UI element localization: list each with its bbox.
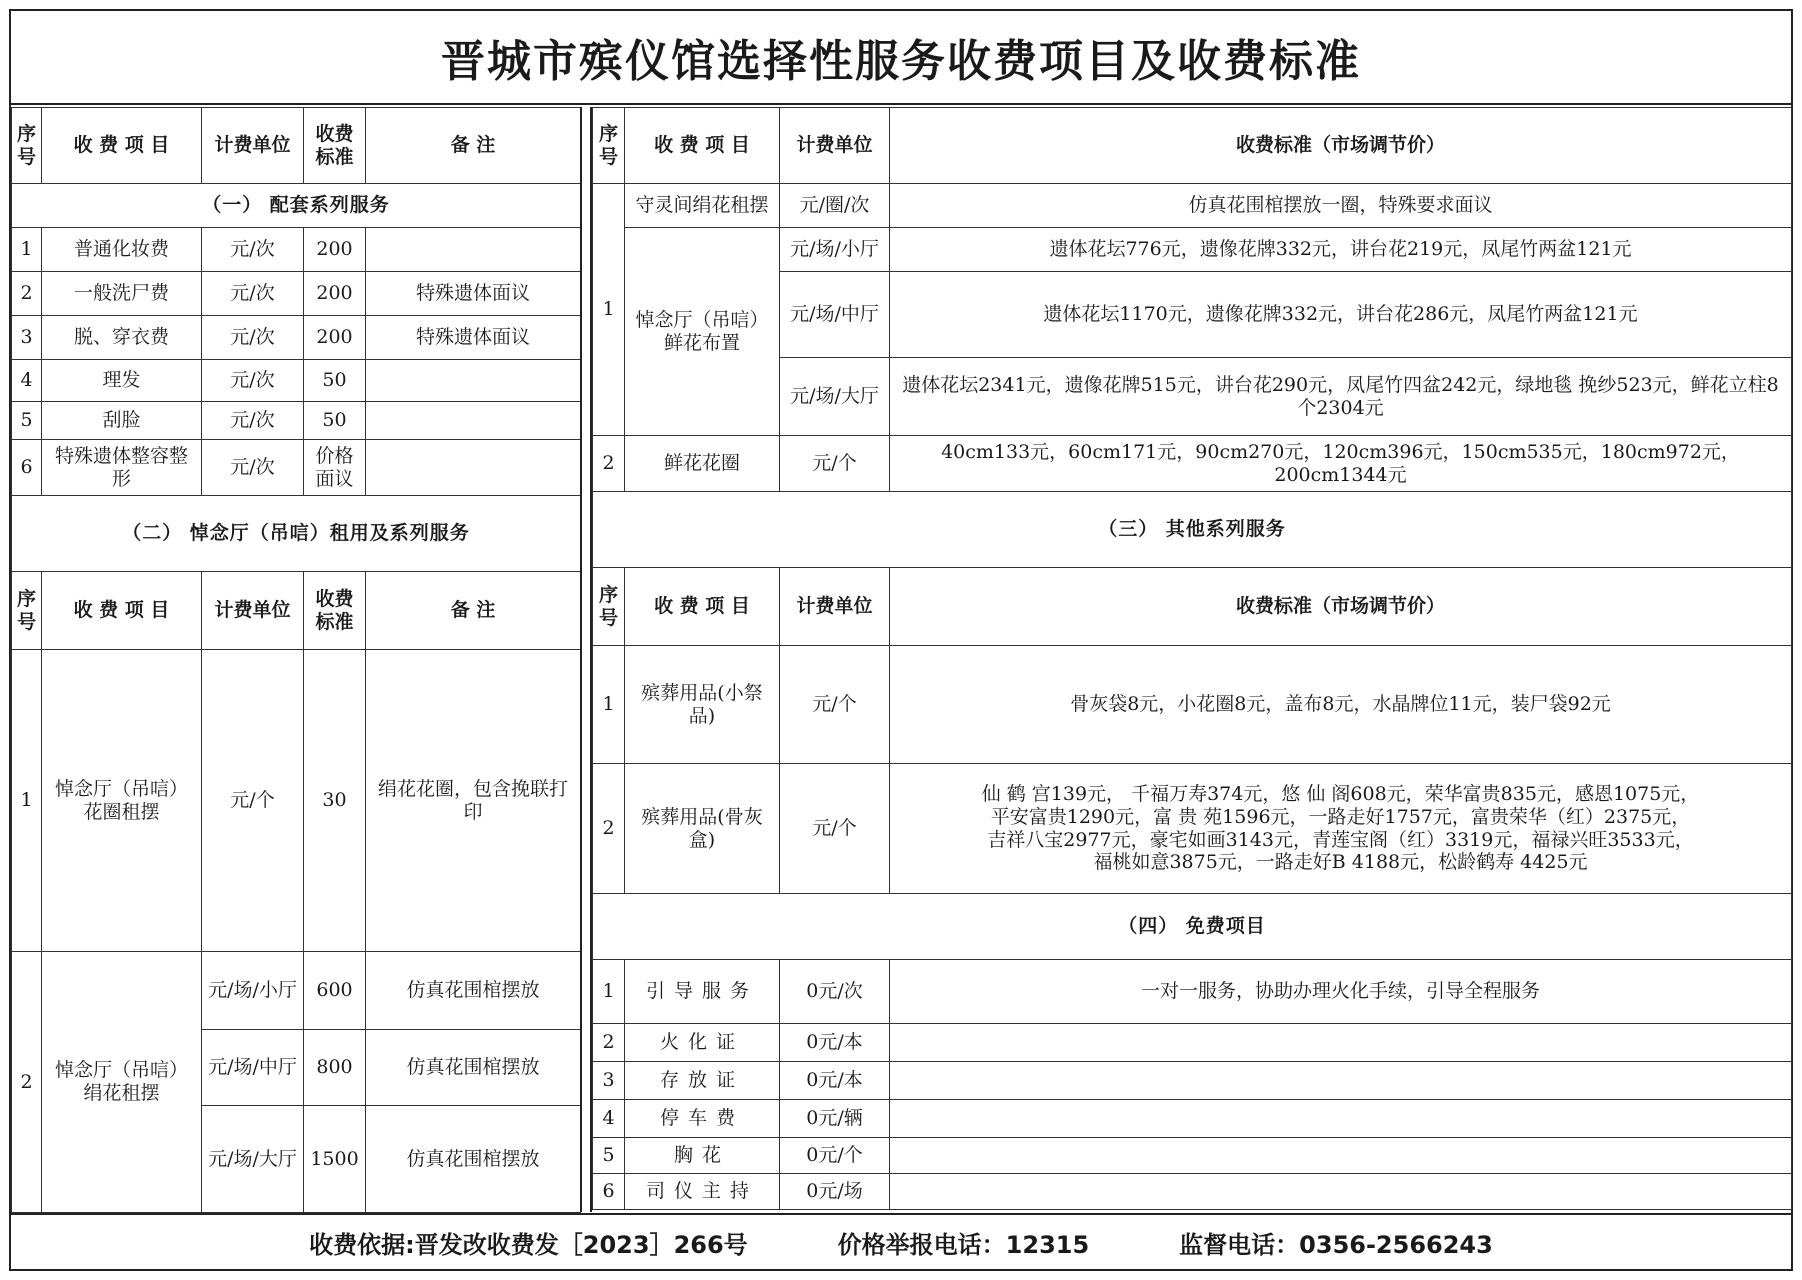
right-header-row-2: 序号 收 费 项 目 计费单位 收费标准（市场调节价） bbox=[593, 568, 1792, 646]
table-row: 2 殡葬用品(骨灰盒) 元/个 仙 鹤 宫139元， 千福万寿374元，悠 仙 阁608元，荣华富贵835元，感恩1075元， 平安富贵1290元，富 贵 苑1596元，一路走好1757元，富贵荣华（红）2375元， 吉祥八宝2977元，豪宅如画3143元，青莲宝阁（红）3319元，福禄兴旺3533元， 福桃如意3875元，一路走好B 4188元，松龄鹤寿 4425元 bbox=[593, 764, 1792, 894]
supervision-phone: 监督电话：0356-2566243 bbox=[1179, 1230, 1493, 1259]
table-row: 5 刮脸 元/次 50 bbox=[12, 402, 581, 440]
urn-price-cell: 仙 鹤 宫139元， 千福万寿374元，悠 仙 阁608元，荣华富贵835元，感恩1075元， 平安富贵1290元，富 贵 苑1596元，一路走好1757元，富贵荣华（红）2375元， 吉祥八宝2977元，豪宅如画3143元，青莲宝阁（红）3319元，福禄兴旺3533元， 福桃如意3875元，一路走好B 4188元，松龄鹤寿 4425元 bbox=[890, 764, 1792, 894]
fee-basis: 收费依据:晋发改收费发［2023］266号 bbox=[309, 1230, 748, 1259]
table-row: 6 特殊遗体整容整形 元/次 价格面议 bbox=[12, 440, 581, 496]
table-row: 元/场/大厅 遗体花坛2341元，遗像花牌515元，讲台花290元，凤尾竹四盆242元，绿地毯 挽纱523元，鲜花立柱8个2304元 bbox=[593, 358, 1792, 436]
table-row: 元/场/大厅 1500 仿真花围棺摆放 bbox=[12, 1106, 581, 1213]
page-title: 晋城市殡仪馆选择性服务收费项目及收费标准 bbox=[11, 11, 1791, 105]
left-header-row-2: 序号 收 费 项 目 计费单位 收费标准 备 注 bbox=[12, 572, 581, 650]
table-row: 1 殡葬用品(小祭品) 元/个 骨灰袋8元，小花圈8元，盖布8元，水晶牌位11元，装尸袋92元 bbox=[593, 646, 1792, 764]
table-row: 4 理发 元/次 50 bbox=[12, 360, 581, 402]
left-fee-table bbox=[11, 107, 581, 1213]
table-row: 2 鲜花花圈 元/个 40cm133元，60cm171元，90cm270元，120cm396元，150cm535元，180cm972元，200cm1344元 bbox=[593, 436, 1792, 492]
section-title-2: （二） 悼念厅（吊唁）租用及系列服务 bbox=[12, 496, 581, 572]
table-row: 1 普通化妆费 元/次 200 bbox=[12, 228, 581, 272]
table-row: 2 悼念厅（吊唁）绢花租摆 元/场/小厅 600 仿真花围棺摆放 bbox=[12, 952, 581, 1030]
right-header-row: 序号 收 费 项 目 计费单位 收费标准（市场调节价） bbox=[593, 108, 1792, 184]
table-row: 1 悼念厅（吊唁）花圈租摆 元/个 30 绢花花圈，包含挽联打印 bbox=[12, 650, 581, 952]
left-header-row bbox=[12, 108, 581, 184]
table-row: 3 脱、穿衣费 元/次 200 特殊遗体面议 bbox=[12, 316, 581, 360]
table-row: 2 火化证 0元/本 bbox=[593, 1024, 1792, 1062]
section-title-3: （三） 其他系列服务 bbox=[593, 492, 1792, 568]
header-price: 收费标准 bbox=[304, 108, 366, 184]
table-row: 元/场/中厅 800 仿真花围棺摆放 bbox=[12, 1030, 581, 1106]
table-row: 1 引导服务 0元/次 一对一服务，协助办理火化手续，引导全程服务 bbox=[593, 960, 1792, 1024]
seq-cell-1: 1 bbox=[593, 184, 625, 436]
header-seq: 序号 bbox=[12, 108, 42, 184]
table-row: 悼念厅（吊唁）鲜花布置 元/场/小厅 遗体花坛776元，遗像花牌332元，讲台花219元，凤尾竹两盆121元 bbox=[593, 228, 1792, 272]
section-title-1: （一） 配套系列服务 bbox=[12, 184, 581, 228]
section-title-4: （四） 免费项目 bbox=[593, 894, 1792, 960]
right-fee-table bbox=[592, 107, 1792, 1210]
header-unit: 计费单位 bbox=[202, 108, 304, 184]
table-row: 1 守灵间绢花租摆 元/圈/次 仿真花围棺摆放一圈，特殊要求面议 bbox=[593, 184, 1792, 228]
column-divider bbox=[580, 107, 592, 1212]
price-report-phone: 价格举报电话：12315 bbox=[837, 1230, 1090, 1259]
table-row: 2 一般洗尸费 元/次 200 特殊遗体面议 bbox=[12, 272, 581, 316]
table-row: 6 司仪主持 0元/场 bbox=[593, 1174, 1792, 1210]
header-item: 收 费 项 目 bbox=[42, 108, 202, 184]
table-row: 4 停车费 0元/辆 bbox=[593, 1100, 1792, 1138]
table-row: 元/场/中厅 遗体花坛1170元，遗像花牌332元，讲台花286元，凤尾竹两盆121元 bbox=[593, 272, 1792, 358]
footer bbox=[11, 1213, 1791, 1269]
header-note: 备 注 bbox=[366, 108, 581, 184]
table-row: 5 胸花 0元/个 bbox=[593, 1138, 1792, 1174]
table-row: 3 存放证 0元/本 bbox=[593, 1062, 1792, 1100]
